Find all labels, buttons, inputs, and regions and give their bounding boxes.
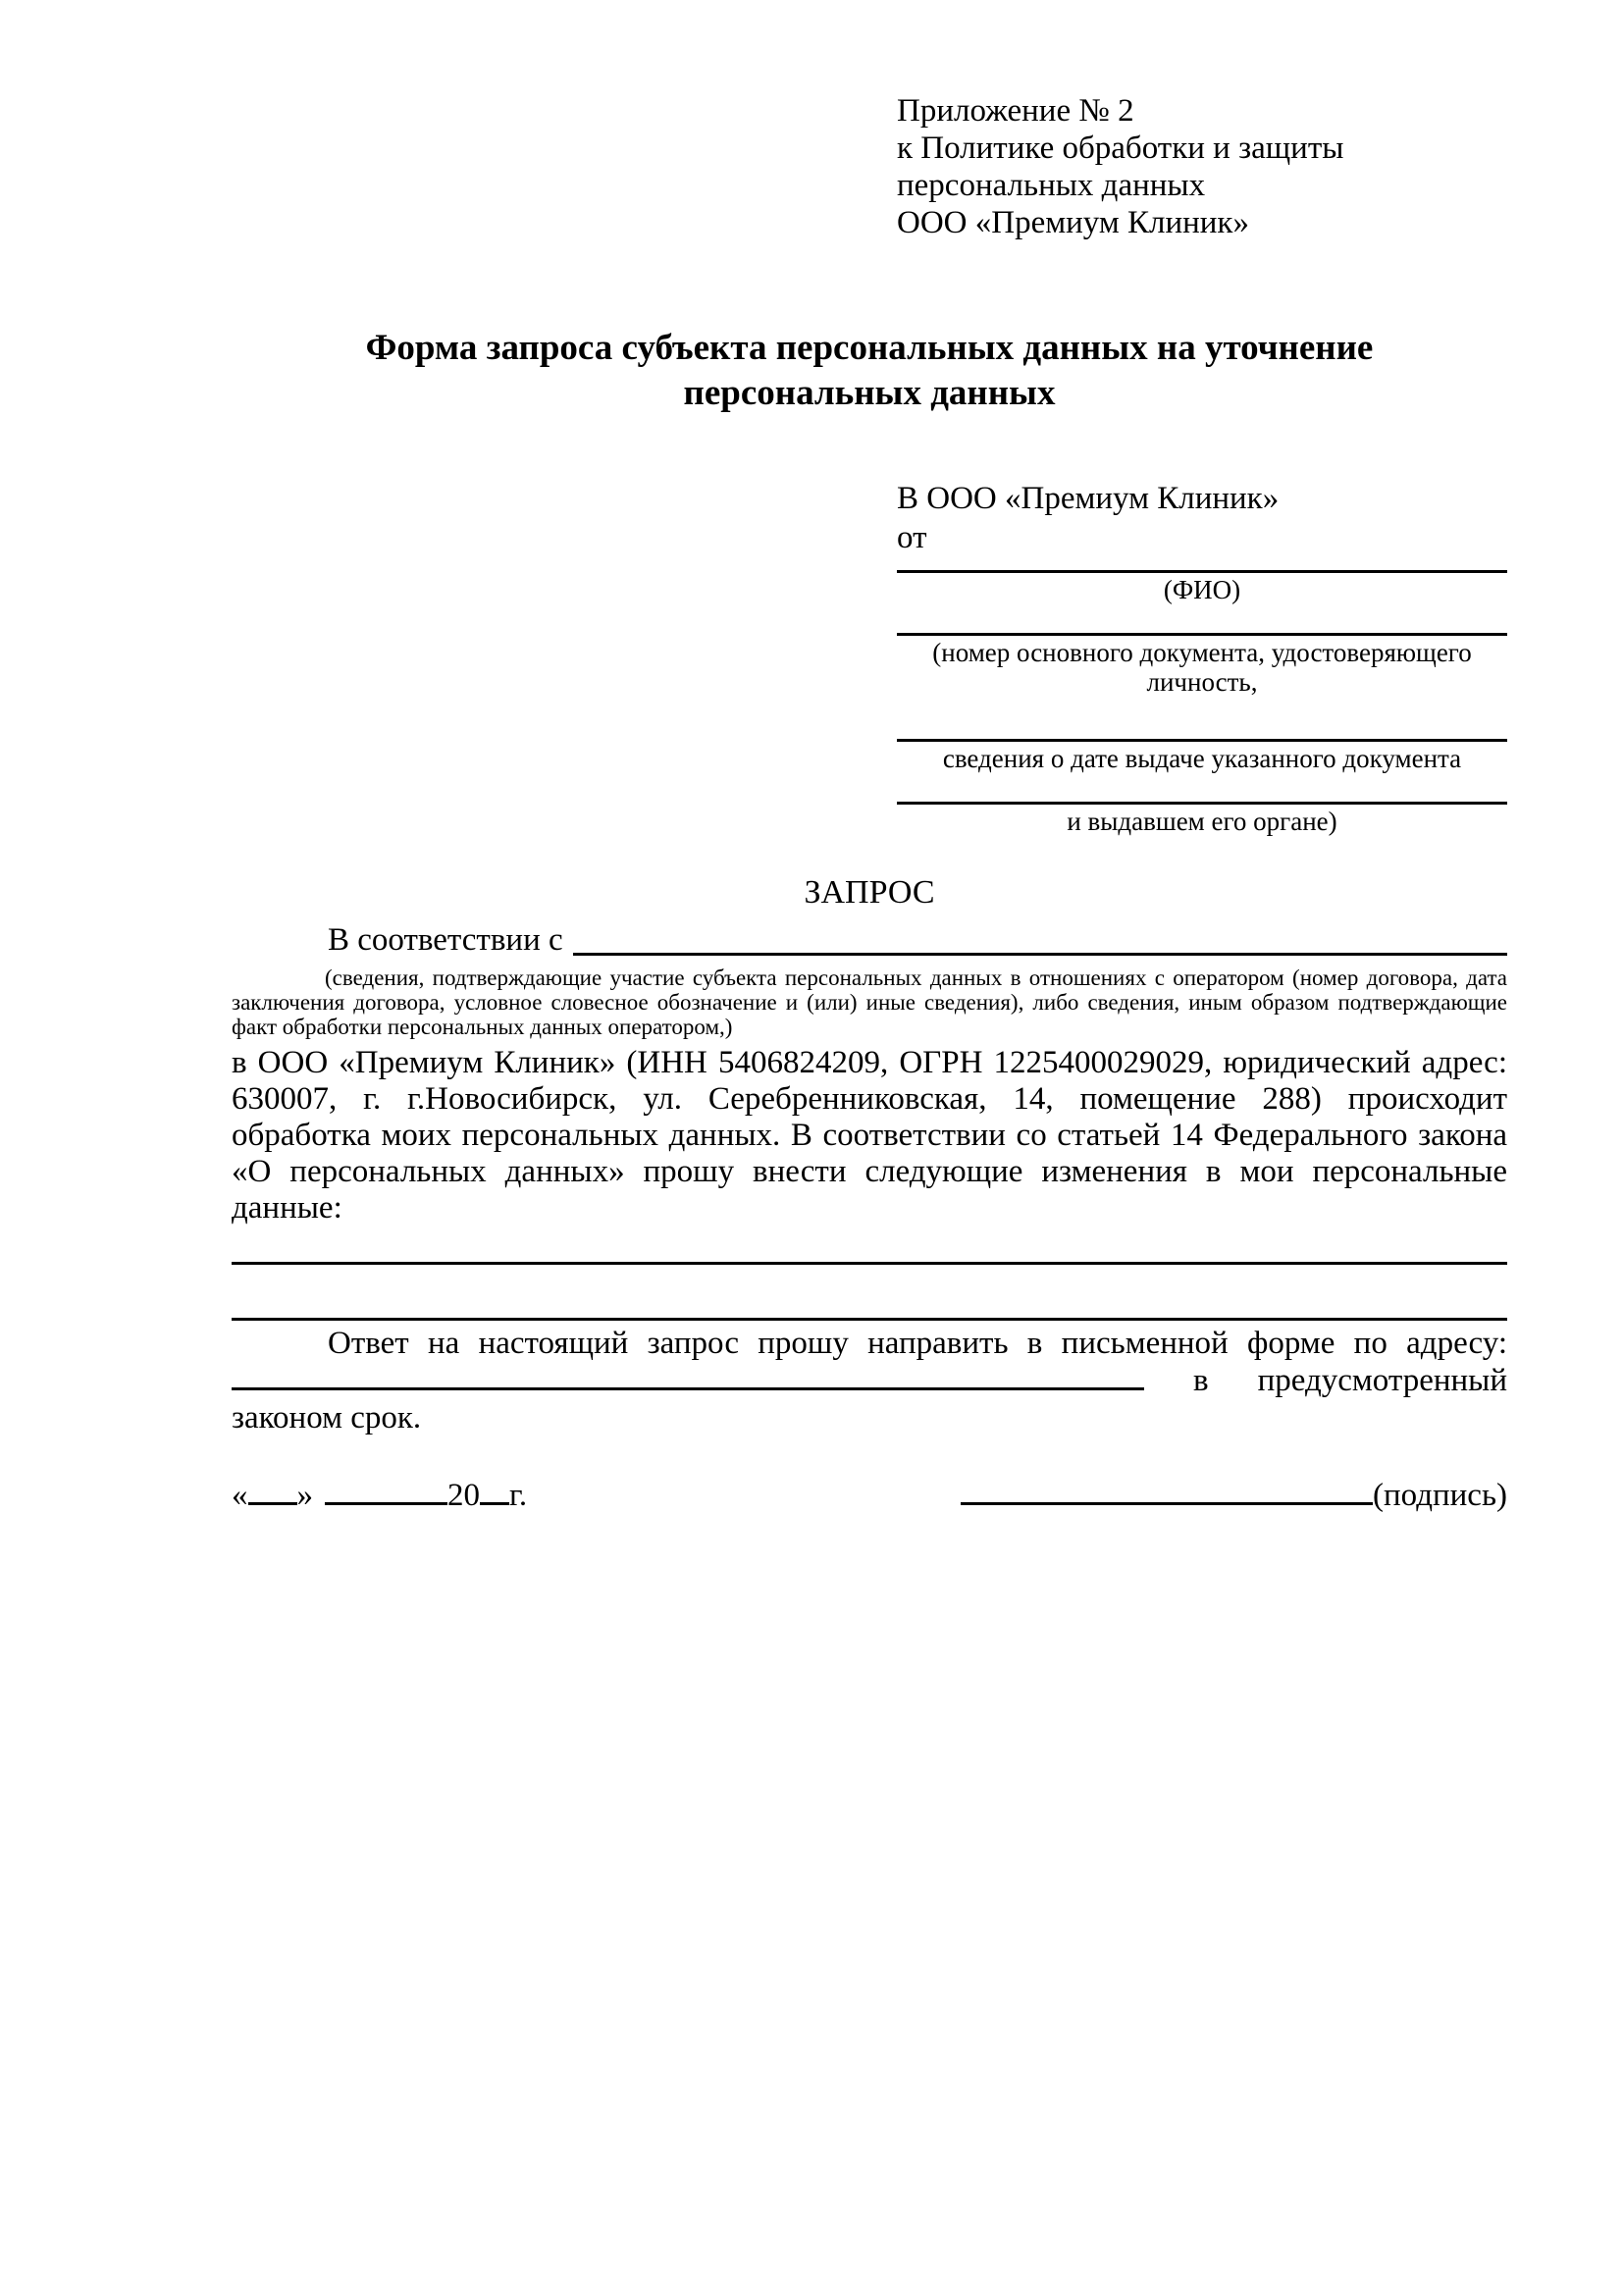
changes-blank-line-1 bbox=[232, 1226, 1507, 1265]
issuing-authority-field bbox=[897, 802, 1507, 836]
changes-blank-line-2 bbox=[232, 1265, 1507, 1321]
year-suffix: г. bbox=[509, 1478, 528, 1513]
reply-paragraph bbox=[232, 1325, 1507, 1436]
operator-paragraph: в ООО «Премиум Клиник» (ИНН 5406824209, ОГРН 1225400029029, юридический адрес: 630007, г. г.Новосибирск, ул. Серебренниковская, 14, помещение 288) происходит обработка моих персональных данных. В соответствии со статьей 14 Федерального закона «О персональных данных» прошу внести следующие изменения в мои персональные данные: bbox=[232, 1045, 1507, 1226]
signature-caption: (подпись) bbox=[1373, 1478, 1507, 1513]
appendix-line: к Политике обработки и защиты bbox=[897, 130, 1344, 166]
reply-tail: в предусмотренный bbox=[1193, 1363, 1507, 1398]
address-blank-line bbox=[232, 1387, 1144, 1390]
year-prefix: 20 bbox=[447, 1478, 480, 1513]
document-title: Форма запроса субъекта персональных данных на уточнение персональных данных bbox=[365, 328, 1374, 413]
fio-caption: (ФИО) bbox=[1163, 575, 1241, 604]
reply-sentence: Ответ на настоящий запрос прошу направить в письменной форме по адресу: bbox=[328, 1326, 1507, 1361]
fio-field bbox=[897, 570, 1507, 604]
date-signature-row bbox=[232, 1476, 1507, 1515]
document-number-blank-line bbox=[897, 633, 1507, 636]
appendix-line: ООО «Премиум Клиник» bbox=[897, 205, 1249, 240]
issuing-authority-caption: и выдавшем его органе) bbox=[1067, 807, 1337, 836]
addressee-to: В ООО «Премиум Клиник» bbox=[897, 481, 1280, 516]
basis-row bbox=[232, 920, 1507, 960]
issuing-authority-blank-line bbox=[897, 802, 1507, 805]
month-blank-line bbox=[325, 1502, 447, 1505]
request-heading: ЗАПРОС bbox=[804, 874, 935, 911]
appendix-line: Приложение № 2 bbox=[897, 93, 1134, 129]
issue-date-caption: сведения о дате выдаче указанного документа bbox=[942, 744, 1462, 773]
basis-footnote: (сведения, подтверждающие участие субъекта персональных данных в отношениях с оператором (номер договора, дата заключения договора, условное словесное обозначение и (или) иные сведения), либо сведения, иным образом подтверждающие факт обработки персональных данных оператором,) bbox=[232, 965, 1507, 1039]
reply-closing: законом срок. bbox=[232, 1400, 422, 1435]
addressee-from-label: от bbox=[897, 520, 927, 555]
issue-date-blank-line bbox=[897, 739, 1507, 742]
open-quote: « bbox=[232, 1478, 248, 1513]
close-quote: » bbox=[296, 1478, 313, 1513]
fio-blank-line bbox=[897, 570, 1507, 573]
year-blank-line bbox=[480, 1502, 509, 1505]
issue-date-field bbox=[897, 739, 1507, 773]
date-part bbox=[232, 1476, 527, 1515]
basis-prefix: В соответствии с bbox=[328, 922, 563, 958]
document-number-field bbox=[897, 633, 1507, 697]
document-number-caption: (номер основного документа, удостоверяющего личность, bbox=[932, 638, 1472, 697]
day-blank-line bbox=[248, 1502, 297, 1505]
appendix-header bbox=[897, 92, 1507, 241]
signature-blank-line bbox=[961, 1502, 1373, 1505]
signature-part bbox=[961, 1476, 1507, 1515]
basis-blank-line bbox=[573, 920, 1507, 956]
appendix-line: персональных данных bbox=[897, 168, 1206, 203]
addressee-block bbox=[897, 479, 1507, 836]
